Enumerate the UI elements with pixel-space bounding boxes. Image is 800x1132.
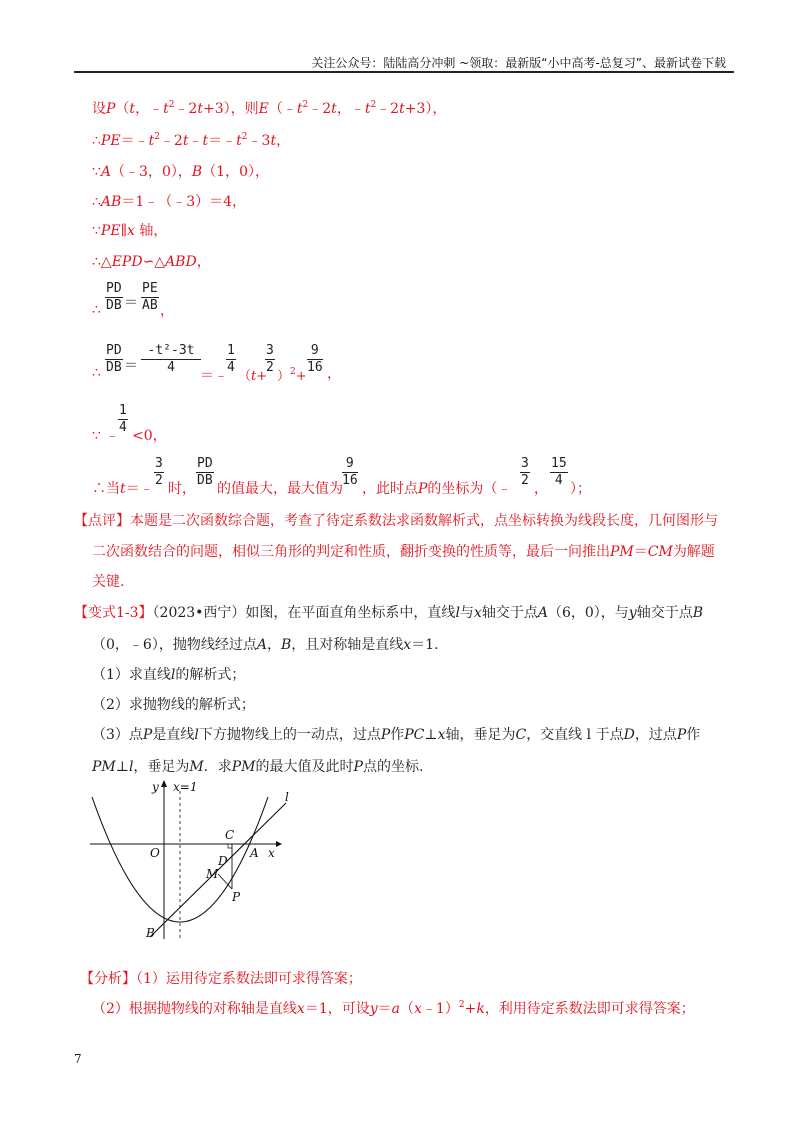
var: y [369, 1001, 378, 1017]
var: P [353, 759, 363, 775]
text: 下方抛物线上的一动点，过点 [198, 727, 381, 743]
exponent: 2 [154, 132, 160, 142]
text: 设 [92, 101, 106, 117]
var: ABD [165, 254, 197, 270]
var: t [399, 101, 405, 117]
text: ﹣1） [421, 1001, 459, 1017]
var: E [258, 101, 269, 117]
var: l [170, 667, 176, 683]
numerator: PD [197, 456, 213, 471]
var: PE [100, 223, 121, 239]
text: ， [276, 133, 291, 149]
right-angle-c [228, 844, 232, 848]
exponent: 2 [370, 100, 377, 110]
text: （ [115, 101, 130, 117]
text: ∥ [120, 223, 128, 239]
text: ，且对称轴是直线 [291, 637, 404, 653]
text: ＝﹣ [208, 133, 237, 149]
var: C [515, 727, 527, 743]
review-line-2 [92, 541, 715, 561]
var: AB [100, 194, 122, 210]
less-than: <0， [132, 428, 167, 444]
var: A [256, 637, 267, 653]
label-b: B [146, 926, 155, 940]
fraction-15-4 [550, 456, 568, 489]
numerator: 9 [307, 343, 323, 360]
text: 与 [459, 605, 474, 621]
equals-minus: ＝﹣ [200, 368, 228, 384]
text: （3）点 [92, 727, 143, 743]
question-3-cont [92, 756, 423, 776]
text: （1）求直线 [92, 667, 171, 683]
text: ，过点 [634, 727, 677, 743]
text: 是直线 [152, 727, 195, 743]
denominator: 16 [307, 360, 323, 375]
text: ﹣ [188, 133, 203, 149]
text: + [256, 369, 268, 384]
var: P [676, 727, 687, 743]
var: y [628, 605, 637, 621]
var: t [129, 101, 136, 117]
analysis-tag: 【分析】 [80, 971, 136, 987]
comma: ， [160, 303, 174, 319]
label-c: C [225, 828, 235, 842]
var: x [296, 1001, 305, 1017]
var: x [473, 605, 482, 621]
text: 的最大值及此时 [255, 759, 354, 775]
text: ∴当 [92, 481, 120, 497]
question-3 [92, 724, 700, 744]
fraction-1-4 [226, 343, 236, 376]
var: t [120, 481, 126, 497]
numerator: PD [106, 343, 122, 358]
text: 的值最大，最大值为 [217, 481, 343, 497]
fraction-3-2 [265, 343, 275, 376]
text [362, 478, 511, 498]
text: ，垂足为 [133, 759, 190, 775]
solution-line-1 [92, 98, 446, 118]
denominator: 16 [342, 473, 358, 488]
text: ﹣2 [376, 101, 400, 117]
fraction-pd-db [196, 456, 214, 489]
comma: ， [534, 481, 548, 497]
text: （1）运用待定系数法即可求得答案； [136, 971, 362, 987]
denominator: DB [197, 473, 213, 488]
numerator: 3 [155, 456, 163, 471]
exponent: 2 [241, 132, 248, 142]
page-header: 关注公众号：陆陆高分冲刺 ~领取：最新版“小中高考-总复习”、最新试卷下载 [311, 56, 726, 70]
var: x [403, 637, 412, 653]
numerator: 15 [551, 456, 567, 471]
text: 作 [686, 727, 701, 743]
solution-line-6 [92, 251, 211, 271]
text: ＝ [633, 544, 648, 560]
text: ，交直线 l 于点 [526, 727, 624, 743]
text: ） [277, 369, 291, 384]
var: t [197, 101, 203, 117]
question-1 [92, 664, 245, 684]
var: t [331, 101, 337, 117]
var: t [163, 101, 169, 117]
solution-line-3 [92, 161, 269, 181]
var: t [270, 133, 277, 149]
exponent: 2 [168, 100, 175, 110]
var: A [100, 164, 112, 180]
header-divider [74, 71, 734, 73]
numerator: 1 [227, 343, 235, 358]
equals: ＝ [124, 358, 138, 374]
text: ＝1. [411, 637, 439, 653]
var: M [189, 759, 204, 775]
denominator: DB [106, 360, 122, 375]
var: P [418, 481, 428, 497]
text: （﹣ [268, 101, 297, 117]
text: + [295, 369, 307, 384]
var: P [380, 727, 391, 743]
text: ﹣3 [247, 133, 271, 149]
fraction-3-2 [154, 456, 164, 489]
exponent: 2 [290, 367, 296, 377]
label-p: P [232, 890, 241, 904]
text: ，﹣ [135, 101, 164, 117]
text: ＝﹣ [120, 133, 149, 149]
text: ．求 [203, 759, 232, 775]
problem-line-1 [74, 602, 703, 622]
text: ∵ [92, 164, 101, 180]
text: ，此时点 [362, 481, 418, 497]
text: ， [196, 254, 211, 270]
paren [238, 365, 267, 384]
review-tag: 【点评】 [74, 513, 130, 529]
label-o: O [150, 846, 160, 860]
fraction-pd-db [105, 343, 123, 376]
text: ﹣2 [308, 101, 332, 117]
x-axis-arrow [276, 841, 282, 847]
var: PM [610, 544, 634, 560]
review-line-3: 关键. [92, 574, 125, 590]
exponent: 2 [302, 100, 309, 110]
text: 时， [168, 481, 196, 497]
var: t [236, 133, 242, 149]
paren-close [277, 365, 307, 384]
fraction-3-2 [520, 456, 530, 489]
label-x: x [268, 846, 275, 860]
text: （6，0），与 [547, 605, 629, 621]
var: t [202, 133, 209, 149]
text: （ [400, 1001, 415, 1017]
text: （2023•西宁）如图，在平面直角坐标系中，直线 [152, 605, 456, 621]
numerator: 9 [342, 456, 358, 473]
text: ∽△ [142, 254, 166, 270]
text: ⊥ [424, 727, 438, 743]
var: P [142, 727, 153, 743]
numerator: 1 [119, 403, 127, 418]
numerator: 3 [521, 456, 529, 471]
text: ∴ [92, 194, 101, 210]
var: t [182, 133, 189, 149]
label-m: M [206, 867, 219, 881]
var: PM [231, 759, 256, 775]
var: l [194, 727, 199, 743]
label-l: l [285, 790, 289, 804]
var: D [623, 727, 635, 743]
var: CM [647, 544, 673, 560]
text: ＝1﹣（﹣3）＝4， [121, 194, 247, 210]
comma: ， [327, 366, 341, 382]
problem-tag: 【变式1-3】 [74, 605, 153, 621]
fraction-1-4 [118, 403, 128, 436]
fraction-pe-ab [141, 281, 159, 314]
y-axis-arrow [161, 780, 167, 787]
text: 轴，垂足为 [445, 727, 516, 743]
var: l [455, 605, 460, 621]
text: （0，﹣6），抛物线经过点 [92, 637, 257, 653]
analysis-line-1 [80, 968, 362, 988]
denominator: 4 [554, 473, 563, 488]
denominator: 2 [521, 473, 529, 488]
review-line-1 [74, 510, 718, 530]
text: ﹣2 [174, 101, 198, 117]
denominator: AB [142, 298, 158, 313]
text: 本题是二次函数综合题，考查了待定系数法求函数解析式，点坐标转换为线段长度，几何图形与 [130, 513, 718, 529]
text: 点的坐标. [362, 759, 424, 775]
text: +3），则 [203, 101, 259, 117]
label-a: A [250, 846, 259, 860]
text: ﹣ [105, 428, 120, 444]
fraction-9-16 [307, 343, 323, 376]
question-2: （2）求抛物线的解析式； [92, 697, 255, 713]
text: 轴， [134, 223, 168, 239]
text: ∴ [92, 133, 101, 149]
text: ＝1，可设 [304, 1001, 370, 1017]
var: PM [92, 759, 116, 775]
text: （﹣3，0）， [111, 164, 192, 180]
text: 的解析式； [175, 667, 246, 683]
numerator: PD [106, 281, 122, 296]
var: t [296, 101, 303, 117]
text: ∵ [92, 428, 101, 444]
exponent: 2 [458, 1000, 465, 1010]
var: x [127, 223, 135, 239]
solution-line-4 [92, 191, 246, 211]
text: ∵ [92, 223, 101, 239]
text: （ [238, 369, 252, 384]
parabola-figure [88, 777, 298, 947]
because-symbol [92, 425, 119, 445]
text: ，利用待定系数法即可求得答案； [484, 1001, 695, 1017]
text: （1，0）， [202, 164, 269, 180]
var: x [437, 727, 446, 743]
var: P [106, 101, 116, 117]
text: （2）根据抛物线的对称轴是直线 [92, 1001, 297, 1017]
text: 的坐标为（﹣ [427, 481, 512, 497]
text: ， [266, 637, 281, 653]
var: t [251, 369, 257, 384]
conclusion-start [92, 478, 154, 498]
numerator: 3 [266, 343, 274, 358]
text: ＝﹣ [125, 481, 154, 497]
problem-line-2 [92, 634, 439, 654]
var: t [364, 101, 371, 117]
var: PC [404, 727, 425, 743]
text: ∴△ [92, 254, 112, 270]
fraction-pd-db [105, 281, 123, 314]
text: ）； [570, 481, 591, 497]
therefore-symbol: ∴ [92, 365, 101, 381]
var: B [280, 637, 292, 653]
var: a [391, 1001, 401, 1017]
var: l [128, 759, 134, 775]
text: ⊥ [115, 759, 129, 775]
var: PE [100, 133, 121, 149]
numerator: PE [142, 281, 158, 296]
solution-line-2 [92, 130, 290, 150]
var: k [476, 1001, 485, 1017]
fraction-9-16 [342, 456, 358, 489]
label-x1: x=1 [173, 780, 198, 794]
text: 作 [390, 727, 405, 743]
equals: ＝ [124, 295, 138, 311]
analysis-line-2 [92, 998, 695, 1018]
text: 为解题 [672, 544, 715, 560]
numerator: -t²-3t [141, 343, 201, 360]
denominator: 4 [227, 360, 235, 375]
fraction-expression [141, 343, 201, 376]
denominator: 2 [266, 360, 274, 375]
text: ＝ [377, 1001, 392, 1017]
text: 二次函数结合的问题，相似三角形的判定和性质，翻折变换的性质等，最后一问推出 [92, 544, 610, 560]
denominator: 4 [119, 420, 127, 435]
text: 轴交于点 [636, 605, 693, 621]
solution-line-5 [92, 220, 167, 240]
var: B [191, 164, 203, 180]
label-d: D [218, 854, 228, 868]
text: +3）， [404, 101, 447, 117]
var: x [414, 1001, 422, 1017]
therefore-symbol: ∴ [92, 302, 101, 318]
var: B [692, 605, 703, 621]
denominator: 4 [167, 360, 175, 375]
page-number: 7 [74, 1052, 82, 1066]
var: t [148, 133, 155, 149]
denominator: DB [106, 298, 122, 313]
text: ﹣2 [159, 133, 183, 149]
text: ，﹣ [336, 101, 365, 117]
var: A [537, 605, 548, 621]
denominator: 2 [155, 473, 163, 488]
text: + [464, 1001, 477, 1017]
label-y: y [152, 780, 159, 794]
text: 轴交于点 [481, 605, 538, 621]
var: EPD [111, 254, 143, 270]
